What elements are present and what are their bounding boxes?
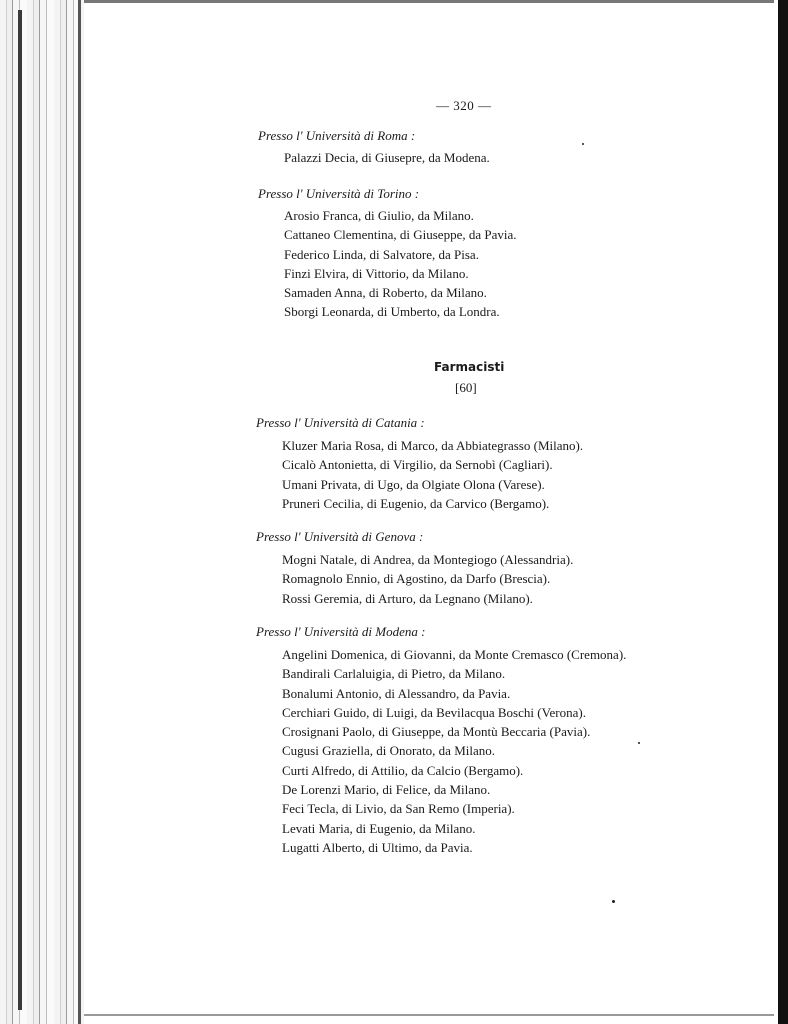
list-item: Bandirali Carlaluigia, di Pietro, da Milano.	[282, 666, 506, 682]
scan-speck	[582, 143, 584, 145]
entry-list-catania	[282, 436, 583, 513]
list-item: Feci Tecla, di Livio, da San Remo (Imperia).	[282, 801, 515, 817]
page-edge-top	[84, 0, 774, 3]
entry-list-torino	[284, 206, 517, 322]
section-heading-modena: Presso l' Università di Modena :	[256, 624, 426, 639]
list-item: Kluzer Maria Rosa, di Marco, da Abbiategrasso (Milano).	[282, 438, 584, 453]
list-item: Cattaneo Clementina, di Giuseppe, da Pavia.	[284, 227, 517, 243]
list-item: Sborgi Leonarda, di Umberto, da Londra.	[284, 304, 500, 320]
list-item: Federico Linda, di Salvatore, da Pisa.	[284, 246, 479, 262]
list-item: Cerchiari Guido, di Luigi, da Bevilacqua Boschi (Verona).	[282, 704, 586, 720]
list-item: Curti Alfredo, di Attilio, da Calcio (Bergamo).	[282, 762, 524, 778]
list-item: Samaden Anna, di Roberto, da Milano.	[284, 285, 487, 301]
list-item: Arosio Franca, di Giulio, da Milano.	[284, 208, 474, 223]
page-edge-bottom	[84, 1014, 774, 1016]
list-item: Angelini Domenica, di Giovanni, da Monte Cremasco (Cremona).	[282, 647, 627, 662]
list-item: Palazzi Decia, di Giusepre, da Modena.	[284, 150, 490, 165]
entry-list-modena	[282, 645, 626, 857]
list-item: De Lorenzi Mario, di Felice, da Milano.	[282, 782, 491, 798]
section-heading-catania: Presso l' Università di Catania :	[256, 415, 425, 430]
list-item: Lugatti Alberto, di Ultimo, da Pavia.	[282, 839, 473, 855]
list-item: Levati Maria, di Eugenio, da Milano.	[282, 820, 476, 836]
list-item: Finzi Elvira, di Vittorio, da Milano.	[284, 265, 469, 281]
section-heading-torino: Presso l' Università di Torino :	[258, 186, 420, 201]
list-item: Cugusi Graziella, di Onorato, da Milano.	[282, 743, 496, 759]
list-item: Crosignani Paolo, di Giuseppe, da Montù Beccaria (Pavia).	[282, 724, 591, 740]
scan-speck	[638, 742, 640, 744]
page-edge-right	[776, 0, 788, 1024]
entry-list-genova	[282, 550, 573, 608]
category-title: Farmacisti	[434, 360, 505, 374]
entry-list-roma	[284, 148, 490, 167]
page-number: — 320 —	[436, 98, 492, 113]
list-item: Rossi Geremia, di Arturo, da Legnano (Milano).	[282, 590, 533, 606]
list-item: Pruneri Cecilia, di Eugenio, da Carvico (Bergamo).	[282, 495, 550, 511]
list-item: Bonalumi Antonio, di Alessandro, da Pavia.	[282, 685, 511, 701]
list-item: Umani Privata, di Ugo, da Olgiate Olona (Varese).	[282, 476, 545, 492]
section-heading-roma: Presso l' Università di Roma :	[258, 128, 416, 143]
scan-speck	[612, 900, 615, 903]
list-item: Mogni Natale, di Andrea, da Montegiogo (Alessandria).	[282, 552, 574, 567]
list-item: Romagnolo Ennio, di Agostino, da Darfo (Brescia).	[282, 571, 551, 587]
list-item: Cicalò Antonietta, di Virgilio, da Sernobì (Cagliari).	[282, 457, 553, 473]
book-binding	[0, 0, 84, 1024]
category-count: [60]	[455, 380, 477, 395]
section-heading-genova: Presso l' Università di Genova :	[256, 529, 424, 544]
